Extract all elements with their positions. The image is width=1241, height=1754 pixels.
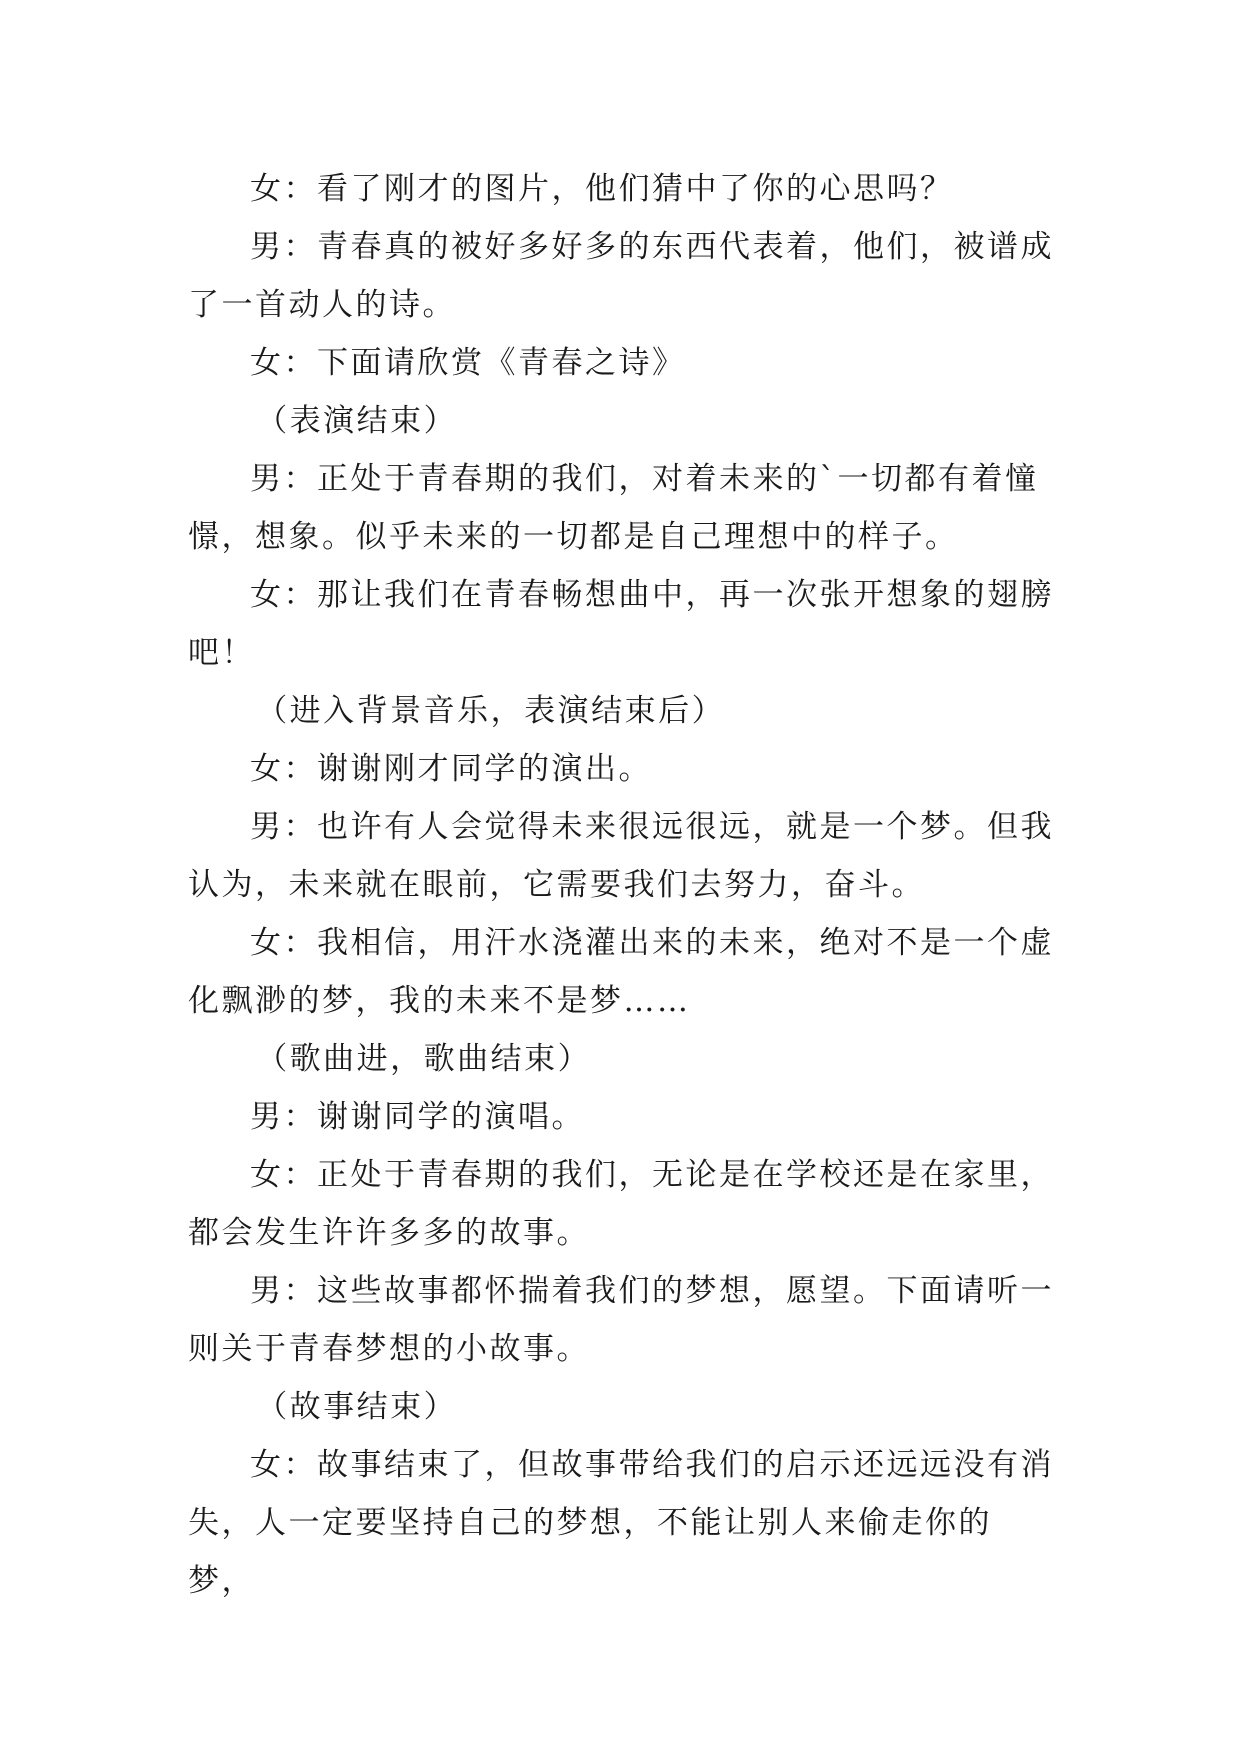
paragraph-1: 女：看了刚才的图片，他们猜中了你的心思吗？ <box>250 171 954 207</box>
paragraph-16: 女：故事结束了，但故事带给我们的启示还远远没有消失，人一定要坚持自己的梦想，不能让别人来偷走你的梦， <box>188 1447 1054 1599</box>
stage-direction-3: （歌曲进，歌曲结束） <box>256 1041 592 1077</box>
paragraph-9: 男：也许有人会觉得未来很远很远，就是一个梦。但我认为，未来就在眼前，它需要我们去努力，奋斗。 <box>188 809 1054 903</box>
paragraph-8: 女：谢谢刚才同学的演出。 <box>250 751 652 787</box>
paragraph-12: 男：谢谢同学的演唱。 <box>250 1099 585 1135</box>
paragraph-14: 男：这些故事都怀揣着我们的梦想，愿望。下面请听一则关于青春梦想的小故事。 <box>188 1273 1054 1367</box>
paragraph-5: 男：正处于青春期的我们，对着未来的`一切都有着憧憬，想象。似乎未来的一切都是自己理想中的样子。 <box>188 461 1039 555</box>
paragraph-3: 女：下面请欣赏《青春之诗》 <box>250 345 686 381</box>
paragraph-13: 女：正处于青春期的我们，无论是在学校还是在家里，都会发生许许多多的故事。 <box>188 1157 1054 1251</box>
paragraph-6: 女：那让我们在青春畅想曲中，再一次张开想象的翅膀吧！ <box>188 577 1054 671</box>
stage-direction-1: （表演结束） <box>256 403 458 439</box>
paragraph-10: 女：我相信，用汗水浇灌出来的未来，绝对不是一个虚化飘渺的梦，我的未来不是梦…… <box>188 925 1054 1019</box>
stage-direction-2: （进入背景音乐，表演结束后） <box>256 693 726 729</box>
stage-direction-4: （故事结束） <box>256 1389 458 1425</box>
document-body <box>188 160 1056 1610</box>
paragraph-2: 男：青春真的被好多好多的东西代表着，他们，被谱成了一首动人的诗。 <box>188 229 1054 323</box>
